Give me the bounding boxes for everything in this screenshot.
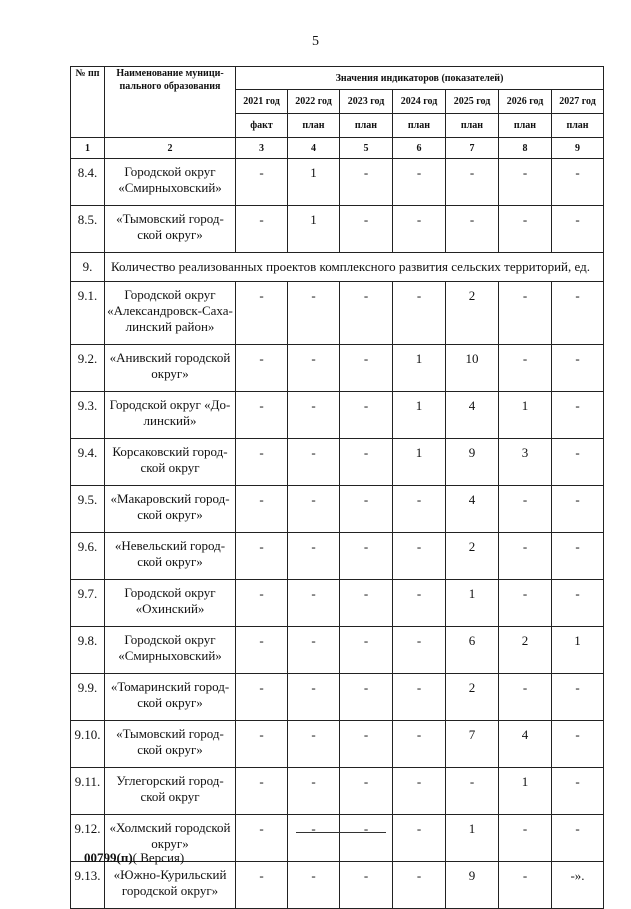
indicator-value: 1 — [446, 815, 499, 862]
row-number: 9.4. — [71, 439, 105, 486]
municipality-name: Городской округ «Смирныховский» — [105, 159, 236, 206]
column-number: 2 — [105, 138, 236, 159]
indicator-value: - — [288, 533, 340, 580]
indicator-value: - — [499, 674, 552, 721]
indicator-value: - — [552, 159, 604, 206]
municipality-name: Корсаковский город-ской округ — [105, 439, 236, 486]
indicator-value: - — [288, 486, 340, 533]
header-type: план — [499, 114, 552, 138]
municipality-name: «Южно-Курильский городской округ» — [105, 862, 236, 909]
table-row — [71, 862, 604, 909]
indicator-value: - — [552, 580, 604, 627]
table-row — [71, 159, 604, 206]
header-year: 2022 год — [288, 90, 340, 114]
indicator-value: - — [499, 580, 552, 627]
indicator-value: - — [499, 345, 552, 392]
indicator-value: - — [340, 674, 393, 721]
indicator-value: - — [393, 533, 446, 580]
indicator-value: 3 — [499, 439, 552, 486]
row-number: 9.8. — [71, 627, 105, 674]
indicator-value: -». — [552, 862, 604, 909]
indicator-value: - — [236, 439, 288, 486]
indicator-value: - — [552, 345, 604, 392]
column-number: 9 — [552, 138, 604, 159]
indicator-value: - — [340, 533, 393, 580]
indicator-value: - — [236, 862, 288, 909]
footer-code-rest: ( Версия) — [132, 850, 185, 865]
indicator-value: 1 — [393, 345, 446, 392]
indicator-value: - — [236, 580, 288, 627]
header-type: план — [288, 114, 340, 138]
indicator-value: - — [393, 721, 446, 768]
row-number: 9.7. — [71, 580, 105, 627]
header-year: 2023 год — [340, 90, 393, 114]
indicator-value: 9 — [446, 862, 499, 909]
indicator-value: - — [393, 159, 446, 206]
indicator-value: - — [393, 282, 446, 345]
column-number: 7 — [446, 138, 499, 159]
table-row — [71, 627, 604, 674]
indicator-value: - — [340, 439, 393, 486]
indicator-value: - — [393, 486, 446, 533]
indicator-value: - — [236, 392, 288, 439]
indicator-value: - — [236, 674, 288, 721]
row-number: 9.2. — [71, 345, 105, 392]
indicator-value: - — [288, 392, 340, 439]
section-title: Количество реализованных проектов комплексного развития сельских территорий, ед. — [105, 253, 604, 282]
indicator-value: - — [499, 533, 552, 580]
indicator-value: 9 — [446, 439, 499, 486]
header-year: 2021 год — [236, 90, 288, 114]
header-name: Наименование муници-пального образования — [105, 67, 236, 138]
indicator-value: 10 — [446, 345, 499, 392]
indicator-value: 2 — [499, 627, 552, 674]
indicator-value: - — [499, 282, 552, 345]
indicator-value: 1 — [499, 392, 552, 439]
indicator-value: - — [340, 627, 393, 674]
indicator-value: - — [340, 580, 393, 627]
table-header — [71, 67, 604, 138]
indicator-value: 6 — [446, 627, 499, 674]
indicator-value: - — [288, 768, 340, 815]
footer-divider — [296, 832, 386, 833]
indicator-value: - — [340, 392, 393, 439]
header-num: № пп — [71, 67, 105, 138]
indicator-value: 4 — [499, 721, 552, 768]
table-row — [71, 674, 604, 721]
indicator-value: - — [340, 282, 393, 345]
indicator-value: - — [393, 580, 446, 627]
municipality-name: «Томаринский город-ской округ» — [105, 674, 236, 721]
indicator-value: - — [393, 768, 446, 815]
indicator-value: - — [236, 768, 288, 815]
indicator-value: - — [340, 486, 393, 533]
indicator-value: - — [499, 815, 552, 862]
section-number: 9. — [71, 253, 105, 282]
indicator-value: - — [499, 862, 552, 909]
indicator-value: - — [552, 392, 604, 439]
column-number: 6 — [393, 138, 446, 159]
municipality-name: «Макаровский город-ской округ» — [105, 486, 236, 533]
indicator-value: - — [236, 159, 288, 206]
indicator-value: 2 — [446, 674, 499, 721]
indicator-value: - — [288, 345, 340, 392]
header-type: план — [446, 114, 499, 138]
row-number: 9.3. — [71, 392, 105, 439]
municipality-name: «Холмский городской округ» — [105, 815, 236, 862]
indicator-value: - — [552, 721, 604, 768]
indicator-value: - — [552, 486, 604, 533]
municipality-name: Углегорский город-ской округ — [105, 768, 236, 815]
indicator-value: - — [236, 282, 288, 345]
indicator-value: - — [552, 768, 604, 815]
table-body — [71, 138, 604, 909]
table-row — [71, 533, 604, 580]
indicator-value: - — [393, 815, 446, 862]
indicator-value: - — [288, 439, 340, 486]
footer-code-bold: 00799(п) — [84, 850, 133, 865]
row-number: 9.10. — [71, 721, 105, 768]
table-row — [71, 486, 604, 533]
municipality-name: «Анивский городской округ» — [105, 345, 236, 392]
indicator-value: - — [552, 674, 604, 721]
indicator-value: - — [340, 815, 393, 862]
indicator-value: - — [340, 345, 393, 392]
municipality-name: Городской округ «Александровск-Саха-линский район» — [105, 282, 236, 345]
table-row — [71, 206, 604, 253]
indicator-value: - — [499, 486, 552, 533]
column-number: 4 — [288, 138, 340, 159]
indicator-value: - — [393, 206, 446, 253]
indicator-value: - — [288, 721, 340, 768]
indicator-value: - — [288, 815, 340, 862]
header-values: Значения индикаторов (показателей) — [236, 67, 604, 90]
indicator-value: 7 — [446, 721, 499, 768]
footer-document-code — [84, 850, 184, 866]
table-row — [71, 439, 604, 486]
indicator-value: 2 — [446, 282, 499, 345]
section-row — [71, 253, 604, 282]
indicator-value: - — [236, 345, 288, 392]
row-number: 8.5. — [71, 206, 105, 253]
indicator-value: - — [288, 862, 340, 909]
table-row — [71, 580, 604, 627]
row-number: 9.5. — [71, 486, 105, 533]
header-year: 2024 год — [393, 90, 446, 114]
indicator-value: - — [340, 206, 393, 253]
column-number: 5 — [340, 138, 393, 159]
row-number: 9.1. — [71, 282, 105, 345]
row-number: 9.9. — [71, 674, 105, 721]
indicators-table — [70, 66, 604, 909]
table-row — [71, 768, 604, 815]
indicator-value: 1 — [288, 159, 340, 206]
indicator-value: - — [288, 627, 340, 674]
municipality-name: Городской округ «Смирныховский» — [105, 627, 236, 674]
indicator-value: - — [499, 206, 552, 253]
indicator-value: - — [393, 674, 446, 721]
page-number: 5 — [312, 34, 319, 49]
column-number: 3 — [236, 138, 288, 159]
indicator-value: - — [499, 159, 552, 206]
header-type: план — [552, 114, 604, 138]
indicator-value: - — [393, 862, 446, 909]
indicator-value: - — [552, 206, 604, 253]
column-number: 8 — [499, 138, 552, 159]
indicator-value: - — [236, 815, 288, 862]
municipality-name: «Тымовский город-ской округ» — [105, 721, 236, 768]
indicator-value: - — [236, 486, 288, 533]
indicator-value: - — [552, 533, 604, 580]
row-number: 9.6. — [71, 533, 105, 580]
indicator-value: 1 — [552, 627, 604, 674]
indicator-value: - — [552, 282, 604, 345]
indicator-value: 1 — [446, 580, 499, 627]
indicator-value: - — [552, 815, 604, 862]
table-row — [71, 721, 604, 768]
table-row — [71, 392, 604, 439]
indicator-value: - — [446, 159, 499, 206]
header-type: план — [340, 114, 393, 138]
municipality-name: Городской округ «До-линский» — [105, 392, 236, 439]
column-number: 1 — [71, 138, 105, 159]
indicator-value: - — [340, 862, 393, 909]
indicator-value: 1 — [393, 439, 446, 486]
municipality-name: «Невельский город-ской округ» — [105, 533, 236, 580]
indicator-value: - — [446, 206, 499, 253]
indicator-value: - — [236, 627, 288, 674]
header-year: 2027 год — [552, 90, 604, 114]
indicator-value: 1 — [499, 768, 552, 815]
header-type: план — [393, 114, 446, 138]
indicator-value: 4 — [446, 392, 499, 439]
indicator-value: - — [236, 721, 288, 768]
indicator-value: - — [288, 580, 340, 627]
row-number: 9.13. — [71, 862, 105, 909]
indicator-value: - — [393, 627, 446, 674]
header-year: 2026 год — [499, 90, 552, 114]
table-row — [71, 282, 604, 345]
indicator-value: - — [340, 159, 393, 206]
indicator-value: - — [288, 674, 340, 721]
row-number: 8.4. — [71, 159, 105, 206]
municipality-name: «Тымовский город-ской округ» — [105, 206, 236, 253]
indicator-value: - — [236, 533, 288, 580]
municipality-name: Городской округ «Охинский» — [105, 580, 236, 627]
indicator-value: 1 — [288, 206, 340, 253]
header-type: факт — [236, 114, 288, 138]
indicator-value: - — [340, 721, 393, 768]
indicator-value: - — [236, 206, 288, 253]
indicator-value: 1 — [393, 392, 446, 439]
row-number: 9.12. — [71, 815, 105, 862]
indicator-value: 4 — [446, 486, 499, 533]
indicator-value: - — [446, 768, 499, 815]
column-number-row — [71, 138, 604, 159]
table-row — [71, 345, 604, 392]
indicator-value: - — [552, 439, 604, 486]
row-number: 9.11. — [71, 768, 105, 815]
header-year: 2025 год — [446, 90, 499, 114]
indicator-value: - — [288, 282, 340, 345]
indicator-value: 2 — [446, 533, 499, 580]
indicator-value: - — [340, 768, 393, 815]
